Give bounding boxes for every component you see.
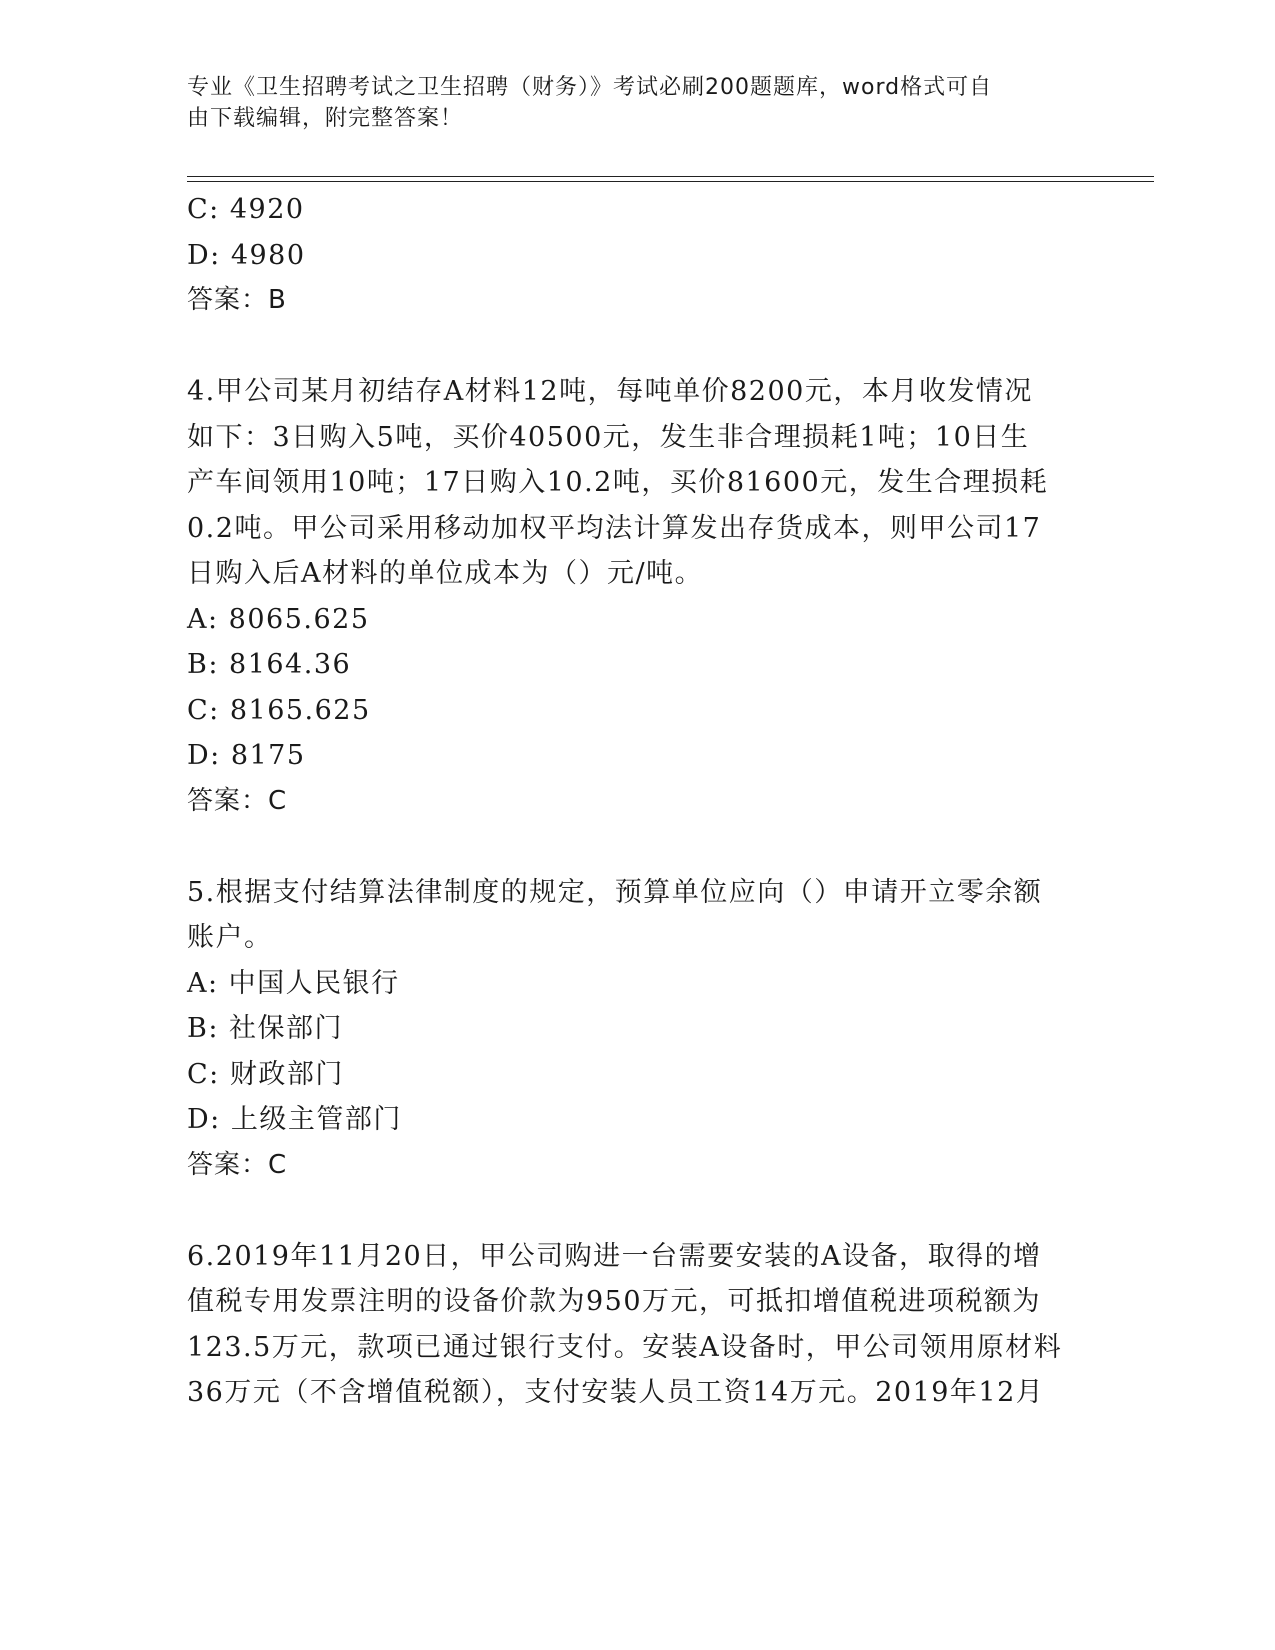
option-b: B: 8164.36: [187, 649, 352, 680]
question-stem-line: 4.甲公司某月初结存A材料12吨，每吨单价8200元，本月收发情况: [187, 376, 1033, 407]
question-stem-line: 6.2019年11月20日，甲公司购进一台需要安装的A设备，取得的增: [187, 1240, 1042, 1272]
question-stem-line: 产车间领用10吨；17日购入10.2吨，买价81600元，发生合理损耗: [187, 467, 1049, 498]
question-stem-line: 5.根据支付结算法律制度的规定，预算单位应向（）申请开立零余额: [187, 876, 1043, 908]
header-divider-top: [187, 176, 1154, 177]
option-c: C: 8165.625: [187, 694, 371, 726]
answer: 答案：C: [187, 785, 288, 816]
question-stem-line: 如下：3日购入5吨，买价40500元，发生非合理损耗1吨；10日生: [187, 421, 1030, 453]
question-stem-line: 账户。: [187, 922, 273, 953]
spacer: [187, 324, 1087, 370]
option-d: D: 8175: [187, 740, 306, 771]
option-c: C: 财政部门: [187, 1058, 344, 1090]
option-c: C: 4920: [187, 194, 305, 225]
question-stem-line: 日购入后A材料的单位成本为（）元/吨。: [187, 558, 704, 589]
spacer: [187, 824, 1087, 870]
option-a: A: 8065.625: [187, 603, 370, 635]
option-d: D: 上级主管部门: [187, 1104, 402, 1135]
answer: 答案：C: [187, 1149, 288, 1180]
question-content: [187, 187, 1087, 1416]
header-line-2: 由下载编辑，附完整答案！: [187, 106, 464, 131]
option-b: B: 社保部门: [187, 1013, 344, 1044]
question-stem-line: 36万元（不含增值税额），支付安装人员工资14万元。2019年12月: [187, 1377, 1045, 1408]
option-a: A: 中国人民银行: [187, 967, 400, 999]
question-6: [187, 1234, 1087, 1416]
header-divider-bottom: [187, 181, 1154, 182]
question-stem-line: 123.5万元，款项已通过银行支付。安装A设备时，甲公司领用原材料: [187, 1331, 1063, 1363]
question-stem-line: 值税专用发票注明的设备价款为950万元，可抵扣增值税进项税额为: [187, 1286, 1042, 1317]
spacer: [187, 1188, 1087, 1234]
header-line-1: 专业《卫生招聘考试之卫生招聘（财务）》考试必刷200题题库，word格式可自: [187, 75, 993, 100]
question-3: [187, 187, 1087, 324]
option-d: D: 4980: [187, 239, 306, 271]
question-5: [187, 870, 1087, 1189]
answer: 答案：B: [187, 285, 287, 315]
question-stem-line: 0.2吨。甲公司采用移动加权平均法计算发出存货成本，则甲公司17: [187, 512, 1042, 544]
question-4: [187, 369, 1087, 824]
document-header: [187, 72, 1067, 134]
